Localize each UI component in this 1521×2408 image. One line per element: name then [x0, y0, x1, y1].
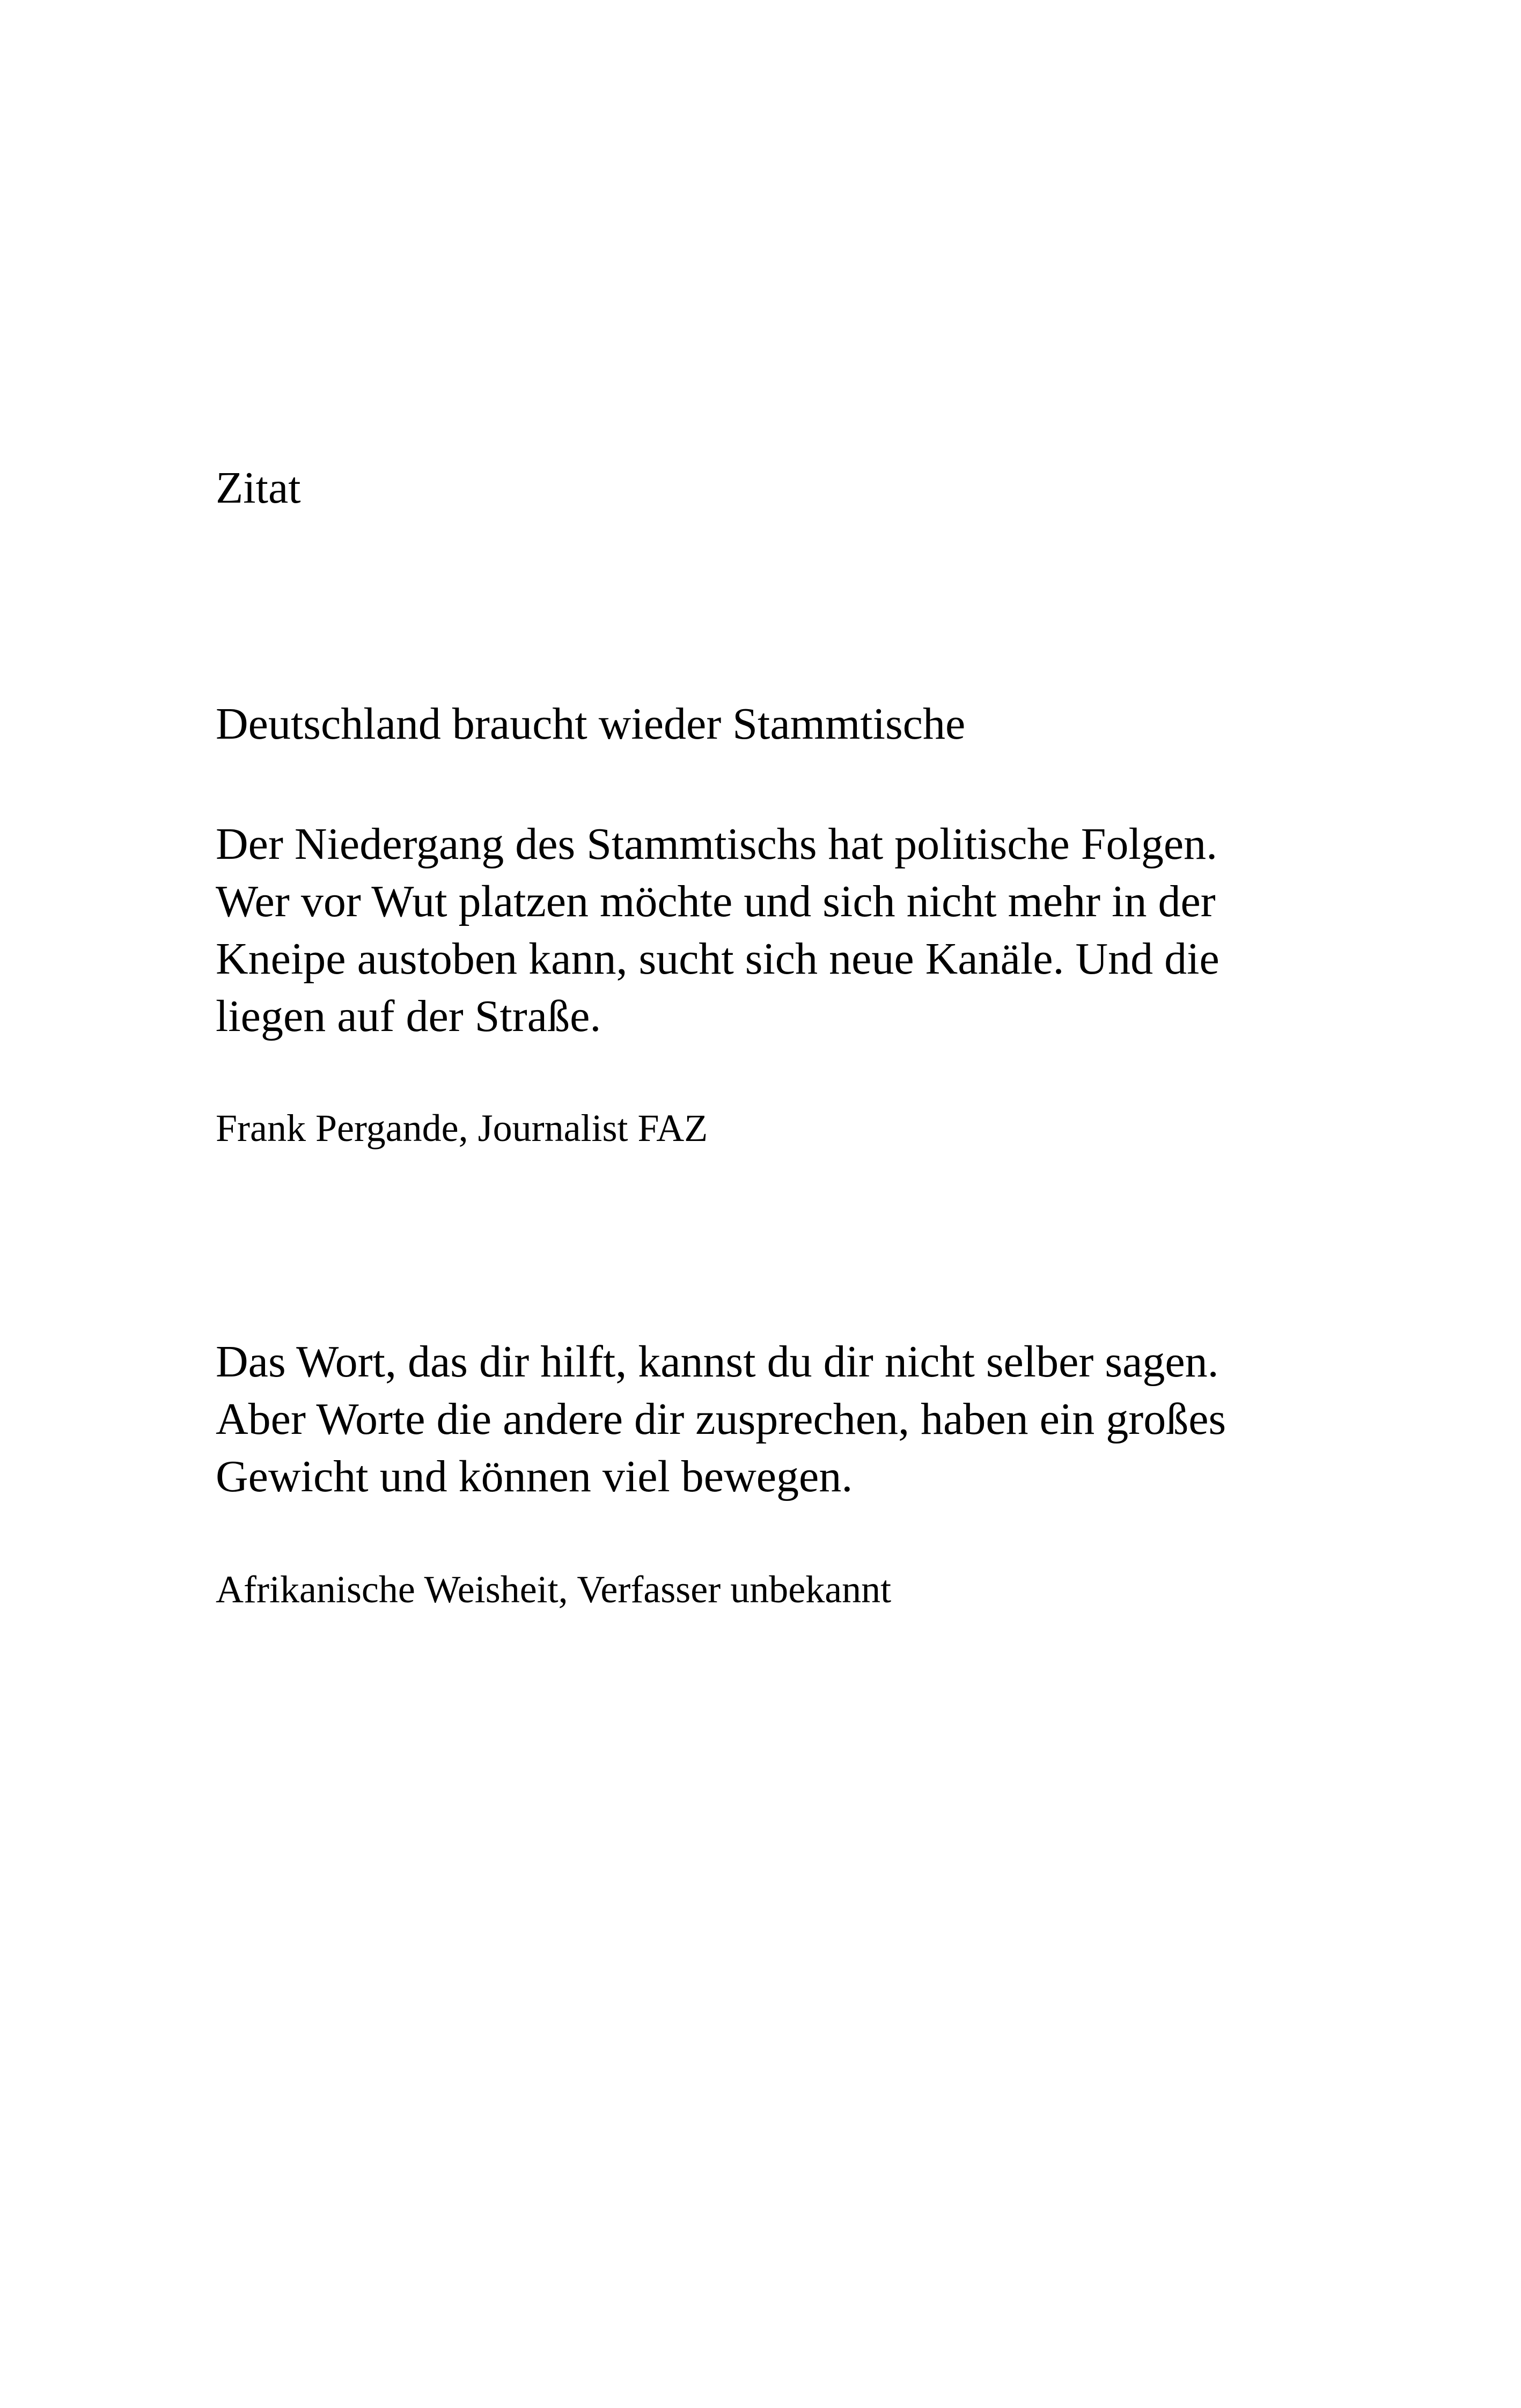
quote-line: Aber Worte die andere dir zusprechen, haben ein großes — [216, 1394, 1226, 1444]
page-heading: Zitat — [216, 463, 301, 513]
quote-line: Gewicht und können viel bewegen. — [216, 1452, 853, 1501]
quote-line: Kneipe austoben kann, sucht sich neue Kanäle. Und die — [216, 934, 1219, 984]
quote-line: Das Wort, das dir hilft, kannst du dir nicht selber sagen. — [216, 1337, 1219, 1387]
quote-attribution: Frank Pergande, Journalist FAZ — [216, 1107, 708, 1150]
quote-text — [216, 1333, 1226, 1505]
article-title: Deutschland braucht wieder Stammtische — [216, 699, 966, 749]
quote-line: liegen auf der Straße. — [216, 991, 601, 1041]
quote-line: Wer vor Wut platzen möchte und sich nicht mehr in der — [216, 877, 1216, 926]
quote-text — [216, 815, 1219, 1045]
quote-line: Der Niedergang des Stammtischs hat politische Folgen. — [216, 819, 1218, 869]
quote-attribution: Afrikanische Weisheit, Verfasser unbekannt — [216, 1568, 892, 1611]
